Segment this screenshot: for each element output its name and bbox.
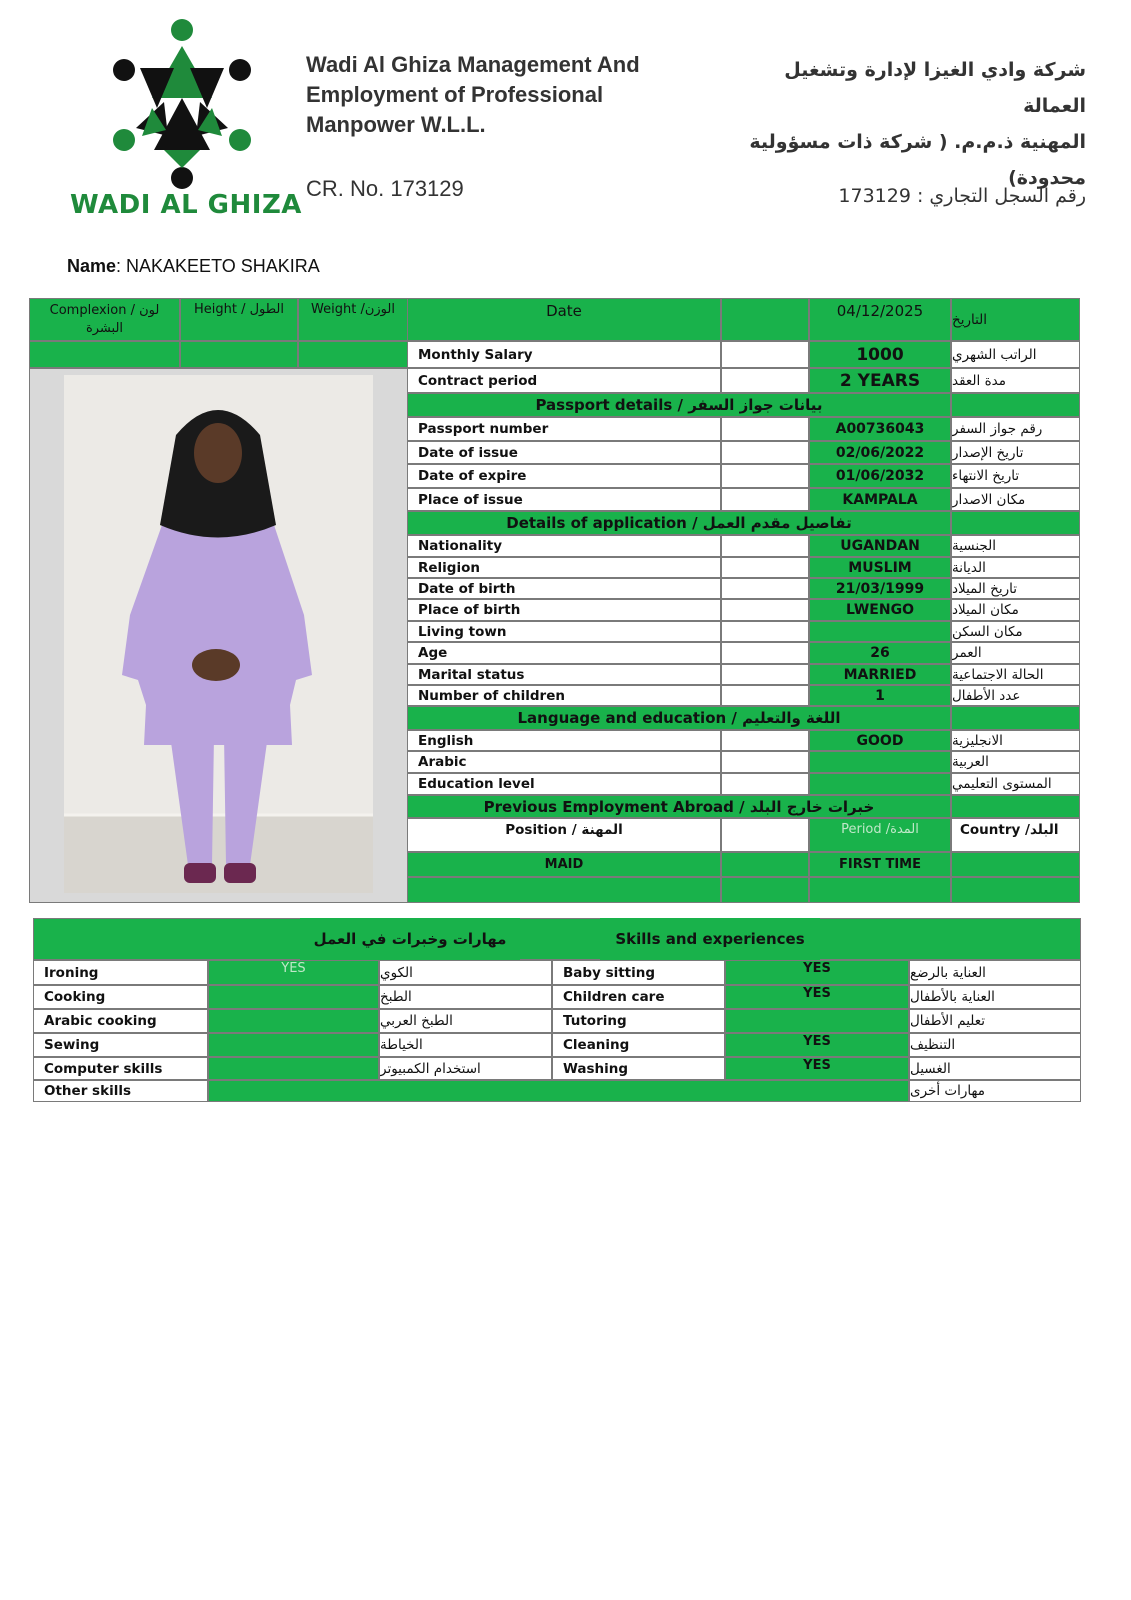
row-value: 2 YEARS bbox=[809, 368, 951, 393]
skill-value: YES bbox=[725, 1057, 909, 1080]
complexion-header: Complexion / لون البشرة bbox=[29, 298, 180, 341]
employment-empty-row bbox=[721, 877, 809, 903]
employment-empty-row bbox=[951, 877, 1080, 903]
skill-label-ar: الخياطة bbox=[379, 1033, 552, 1057]
row-value: MUSLIM bbox=[809, 557, 951, 578]
row-spacer bbox=[721, 557, 809, 578]
position-value: MAID bbox=[407, 852, 721, 877]
skill-label: Washing bbox=[552, 1057, 725, 1080]
row-value: GOOD bbox=[809, 730, 951, 751]
other-skills-label-ar: مهارات أخرى bbox=[909, 1080, 1081, 1102]
country-value bbox=[951, 852, 1080, 877]
candidate-photo bbox=[64, 375, 373, 893]
row-value: 1 bbox=[809, 685, 951, 706]
complexion-value bbox=[29, 341, 180, 368]
skill-label: Baby sitting bbox=[552, 960, 725, 985]
weight-header: Weight /الوزن bbox=[298, 298, 408, 341]
row-value: UGANDAN bbox=[809, 535, 951, 557]
row-spacer bbox=[721, 621, 809, 642]
employment-section-header: Previous Employment Abroad / خبرات خارج البلد bbox=[407, 795, 951, 818]
company-name-ar-line: شركة وادي الغيزا لإدارة وتشغيل العمالة bbox=[784, 59, 1086, 117]
company-name-en-line: Employment of Professional bbox=[306, 82, 604, 107]
employment-empty-row bbox=[809, 877, 951, 903]
cr-number-ar: رقم السجل التجاري : 173129 bbox=[838, 185, 1086, 207]
row-spacer bbox=[721, 368, 809, 393]
other-skills-value bbox=[208, 1080, 909, 1102]
row-label-ar: الراتب الشهري bbox=[951, 341, 1080, 368]
row-label-ar: تاريخ الانتهاء bbox=[951, 464, 1080, 488]
skill-label-ar: التنظيف bbox=[909, 1033, 1081, 1057]
row-spacer bbox=[721, 730, 809, 751]
skill-value: YES bbox=[725, 960, 909, 985]
other-skills-label: Other skills bbox=[33, 1080, 208, 1102]
row-spacer bbox=[721, 599, 809, 621]
row-label: Date of birth bbox=[407, 578, 721, 599]
skill-value: YES bbox=[725, 1033, 909, 1057]
candidate-name bbox=[67, 256, 320, 277]
row-value bbox=[809, 621, 951, 642]
row-label: Education level bbox=[407, 773, 721, 795]
row-spacer bbox=[721, 488, 809, 511]
skill-label: Sewing bbox=[33, 1033, 208, 1057]
row-spacer bbox=[721, 417, 809, 441]
skill-label: Arabic cooking bbox=[33, 1009, 208, 1033]
row-label: Contract period bbox=[407, 368, 721, 393]
skill-label-ar: العناية بالأطفال bbox=[909, 985, 1081, 1009]
skill-label-ar: الطبخ العربي bbox=[379, 1009, 552, 1033]
row-label-ar: تاريخ الميلاد bbox=[951, 578, 1080, 599]
logo-wordmark: WADI AL GHIZA bbox=[70, 190, 302, 220]
skills-title-en: Skills and experiences bbox=[600, 918, 820, 960]
skill-label-ar: الغسيل bbox=[909, 1057, 1081, 1080]
height-header: Height / الطول bbox=[180, 298, 298, 341]
skills-title-ar: مهارات وخبرات في العمل bbox=[300, 918, 520, 960]
row-value bbox=[809, 751, 951, 773]
skill-label: Ironing bbox=[33, 960, 208, 985]
country-header: Country /البلد bbox=[951, 818, 1080, 852]
row-label-ar: رقم جواز السفر bbox=[951, 417, 1080, 441]
row-value: 1000 bbox=[809, 341, 951, 368]
row-spacer bbox=[721, 578, 809, 599]
company-name-en bbox=[306, 50, 640, 140]
row-spacer bbox=[721, 685, 809, 706]
row-label: Living town bbox=[407, 621, 721, 642]
period-value: FIRST TIME bbox=[809, 852, 951, 877]
skill-value bbox=[725, 1009, 909, 1033]
period-header: Period /المدة bbox=[809, 818, 951, 852]
row-label-ar: الحالة الاجتماعية bbox=[951, 664, 1080, 685]
height-value bbox=[180, 341, 298, 368]
row-label: Arabic bbox=[407, 751, 721, 773]
row-label: Place of birth bbox=[407, 599, 721, 621]
row-label: Passport number bbox=[407, 417, 721, 441]
passport-section-header-spacer bbox=[951, 393, 1080, 417]
row-label: English bbox=[407, 730, 721, 751]
row-label-ar: الجنسية bbox=[951, 535, 1080, 557]
row-value: 26 bbox=[809, 642, 951, 664]
weight-value bbox=[298, 341, 408, 368]
employment-section-header-spacer bbox=[951, 795, 1080, 818]
row-label-ar: تاريخ الإصدار bbox=[951, 441, 1080, 464]
row-value: 21/03/1999 bbox=[809, 578, 951, 599]
row-spacer bbox=[721, 341, 809, 368]
row-label: Number of children bbox=[407, 685, 721, 706]
skill-value: YES bbox=[208, 960, 379, 985]
position-header: Position / المهنة bbox=[407, 818, 721, 852]
skill-label: Cleaning bbox=[552, 1033, 725, 1057]
date-label: Date bbox=[407, 298, 721, 341]
row-value: MARRIED bbox=[809, 664, 951, 685]
row-label-ar: العمر bbox=[951, 642, 1080, 664]
company-name-ar-line: محدودة) bbox=[1008, 167, 1086, 189]
application-section-header-spacer bbox=[951, 511, 1080, 535]
skill-value bbox=[208, 985, 379, 1009]
name-label: Name bbox=[67, 256, 117, 276]
row-spacer bbox=[721, 751, 809, 773]
row-value: 02/06/2022 bbox=[809, 441, 951, 464]
cr-number-en: CR. No. 173129 bbox=[306, 176, 464, 201]
row-label-ar: عدد الأطفال bbox=[951, 685, 1080, 706]
skills-header bbox=[33, 918, 1081, 960]
row-spacer bbox=[721, 464, 809, 488]
language-section-header: Language and education / اللغة والتعليم bbox=[407, 706, 951, 730]
skill-label-ar: تعليم الأطفال bbox=[909, 1009, 1081, 1033]
skill-label-ar: الكوي bbox=[379, 960, 552, 985]
date-value: 04/12/2025 bbox=[809, 298, 951, 341]
date-spacer bbox=[721, 298, 809, 341]
row-label: Age bbox=[407, 642, 721, 664]
row-spacer bbox=[721, 535, 809, 557]
skill-label: Tutoring bbox=[552, 1009, 725, 1033]
row-spacer bbox=[721, 664, 809, 685]
row-label: Place of issue bbox=[407, 488, 721, 511]
row-spacer bbox=[721, 642, 809, 664]
row-label-ar: الديانة bbox=[951, 557, 1080, 578]
row-label-ar: العربية bbox=[951, 751, 1080, 773]
company-name-en-line: Wadi Al Ghiza Management And bbox=[306, 52, 640, 77]
company-name-ar-line: المهنية ذ.م.م. ( شركة ذات مسؤولية bbox=[749, 131, 1086, 153]
row-label: Marital status bbox=[407, 664, 721, 685]
passport-section-header: Passport details / بيانات جواز السفر bbox=[407, 393, 951, 417]
application-section-header: Details of application / تفاصيل مقدم العمل bbox=[407, 511, 951, 535]
skill-label-ar: استخدام الكمبيوتر bbox=[379, 1057, 552, 1080]
skill-value bbox=[208, 1033, 379, 1057]
company-name-en-line: Manpower W.L.L. bbox=[306, 112, 486, 137]
employment-empty-row bbox=[407, 877, 721, 903]
row-spacer bbox=[721, 441, 809, 464]
skill-value bbox=[208, 1009, 379, 1033]
row-label-ar: مكان الميلاد bbox=[951, 599, 1080, 621]
row-value bbox=[809, 773, 951, 795]
skill-label-ar: العناية بالرضع bbox=[909, 960, 1081, 985]
skill-value: YES bbox=[725, 985, 909, 1009]
row-value: A00736043 bbox=[809, 417, 951, 441]
skill-label: Children care bbox=[552, 985, 725, 1009]
row-label: Nationality bbox=[407, 535, 721, 557]
row-label-ar: مكان السكن bbox=[951, 621, 1080, 642]
row-label-ar: مدة العقد bbox=[951, 368, 1080, 393]
row-label: Date of expire bbox=[407, 464, 721, 488]
row-label-ar: المستوى التعليمي bbox=[951, 773, 1080, 795]
employment-spacer bbox=[721, 818, 809, 852]
skill-label: Cooking bbox=[33, 985, 208, 1009]
row-spacer bbox=[721, 773, 809, 795]
skill-label-ar: الطبخ bbox=[379, 985, 552, 1009]
row-label: Date of issue bbox=[407, 441, 721, 464]
row-value: LWENGO bbox=[809, 599, 951, 621]
skill-label: Computer skills bbox=[33, 1057, 208, 1080]
row-label: Monthly Salary bbox=[407, 341, 721, 368]
row-label-ar: الانجليزية bbox=[951, 730, 1080, 751]
name-value: : NAKAKEETO SHAKIRA bbox=[116, 256, 320, 276]
row-value: KAMPALA bbox=[809, 488, 951, 511]
row-label: Religion bbox=[407, 557, 721, 578]
language-section-header-spacer bbox=[951, 706, 1080, 730]
date-ar: التاريخ bbox=[951, 298, 1080, 341]
employment-value-spacer bbox=[721, 852, 809, 877]
skill-value bbox=[208, 1057, 379, 1080]
row-label-ar: مكان الاصدار bbox=[951, 488, 1080, 511]
row-value: 01/06/2032 bbox=[809, 464, 951, 488]
company-name-ar bbox=[726, 52, 1086, 196]
